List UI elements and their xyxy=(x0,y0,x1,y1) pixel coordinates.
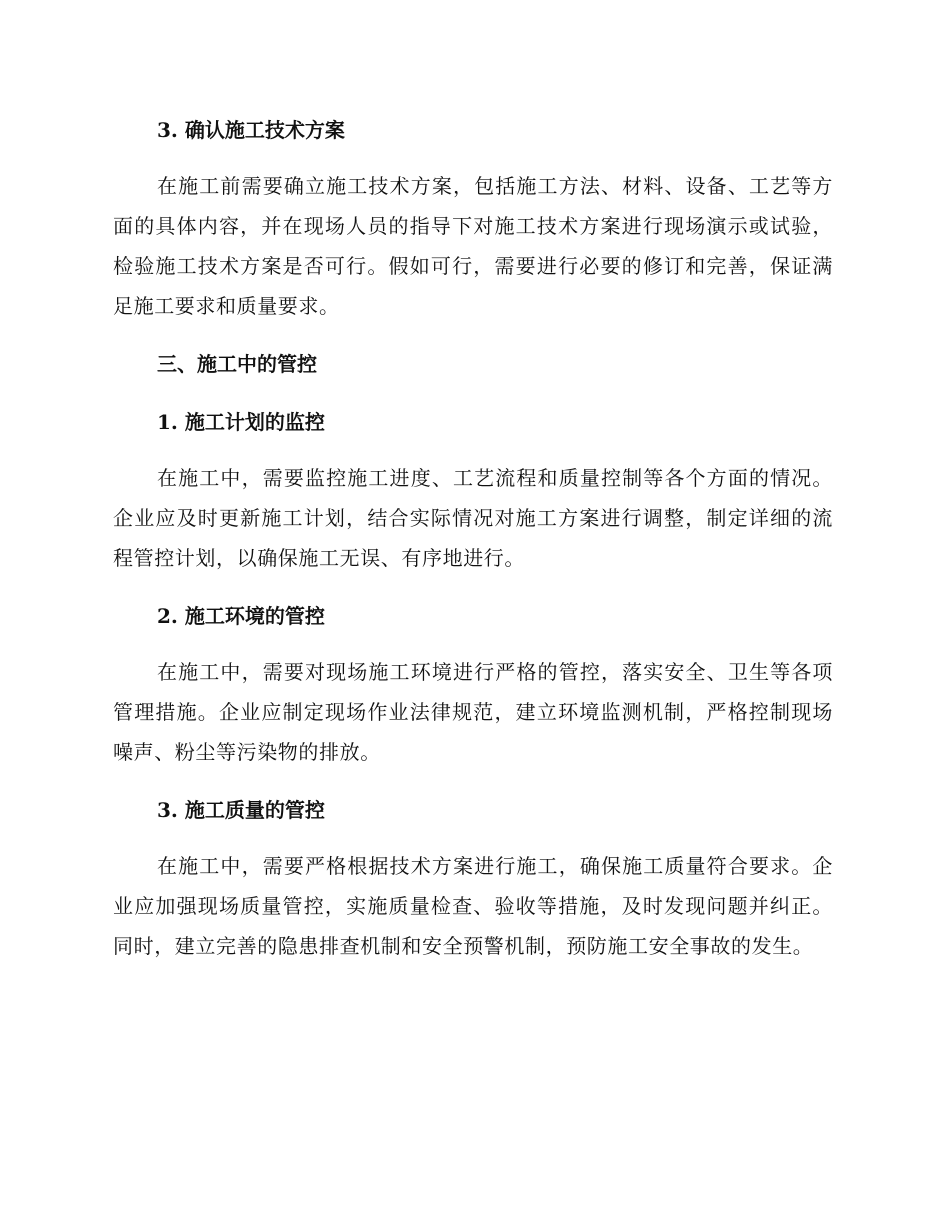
paragraph-environment-control: 在施工中，需要对现场施工环境进行严格的管控，落实安全、卫生等各项管理措施。企业应制定现场作业法律规范，建立环境监测机制，严格控制现场噪声、粉尘等污染物的排放。 xyxy=(113,660,833,764)
section-heading-environment-control: 2. 施工环境的管控 xyxy=(157,604,325,628)
paragraph-technical-plan: 在施工前需要确立施工技术方案，包括施工方法、材料、设备、工艺等方面的具体内容，并在现场人员的指导下对施工技术方案进行现场演示或试验，检验施工技术方案是否可行。假如可行，需要进行必要的修订和完善，保证满足施工要求和质量要求。 xyxy=(113,174,833,318)
section-heading-plan-monitoring: 1. 施工计划的监控 xyxy=(157,410,325,434)
document-body xyxy=(113,110,833,966)
paragraph-plan-monitoring: 在施工中，需要监控施工进度、工艺流程和质量控制等各个方面的情况。企业应及时更新施工计划，结合实际情况对施工方案进行调整，制定详细的流程管控计划，以确保施工无误、有序地进行。 xyxy=(113,466,833,570)
paragraph-quality-control: 在施工中，需要严格根据技术方案进行施工，确保施工质量符合要求。企业应加强现场质量管控，实施质量检查、验收等措施，及时发现问题并纠正。同时，建立完善的隐患排查机制和安全预警机制，预防施工安全事故的发生。 xyxy=(113,854,833,958)
section-heading-in-construction-control: 三、施工中的管控 xyxy=(157,352,317,376)
section-heading-quality-control: 3. 施工质量的管控 xyxy=(157,798,325,822)
section-heading-confirm-technical-plan: 3. 确认施工技术方案 xyxy=(157,118,345,142)
